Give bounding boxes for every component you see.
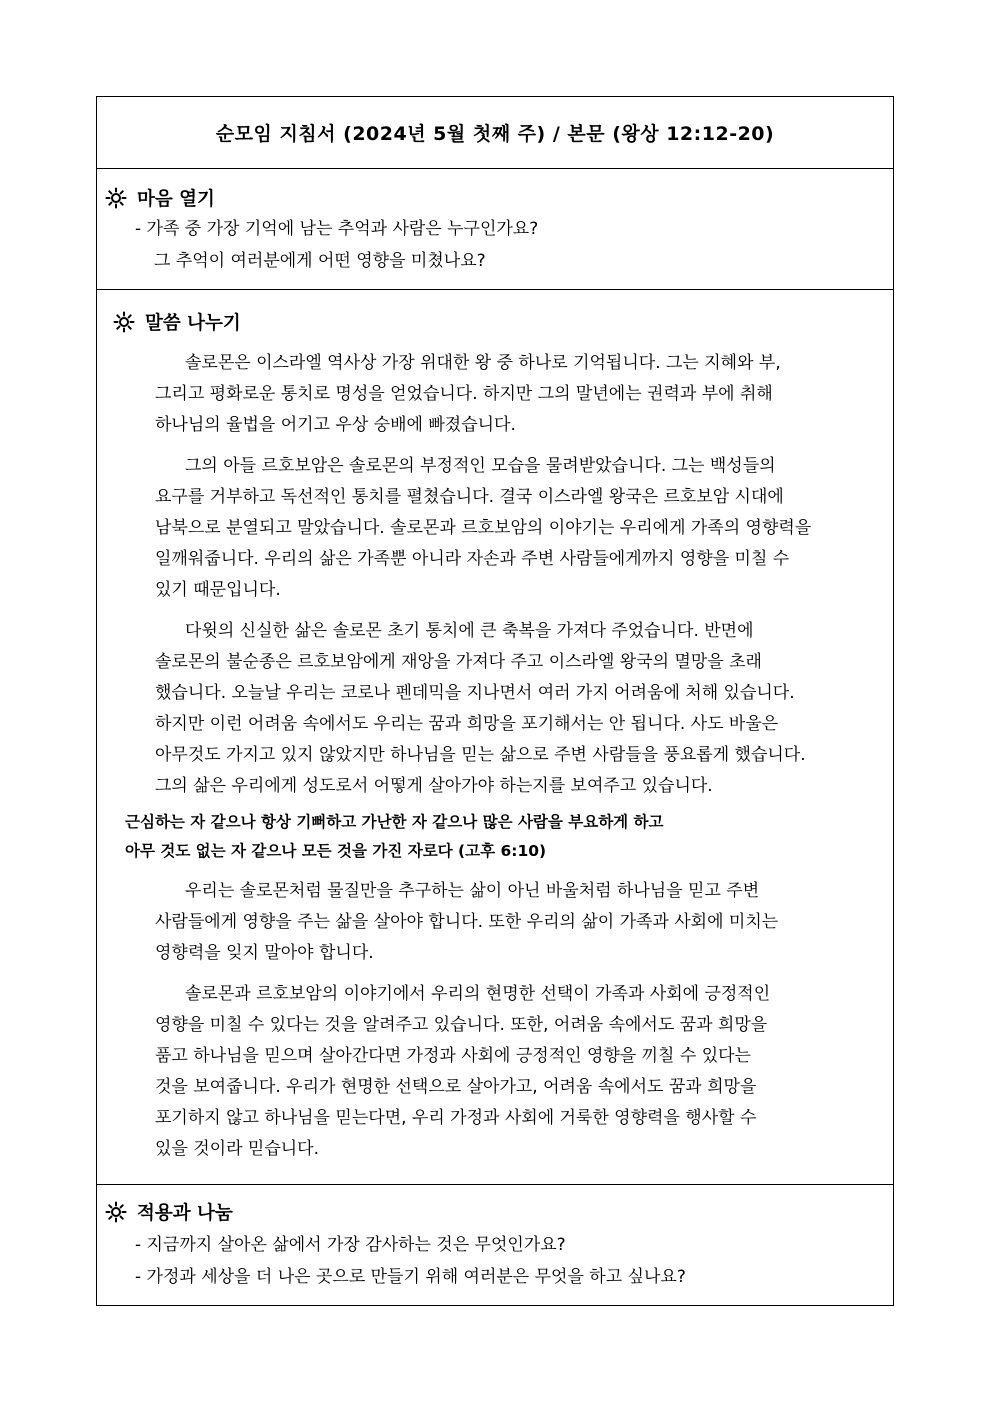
verse-line: 근심하는 자 같으나 항상 기뻐하고 가난한 자 같으나 많은 사람을 부요하게 하고 bbox=[125, 813, 664, 831]
para-line: 것을 보여줍니다. 우리가 현명한 선택으로 살아가고, 어려움 속에서도 꿈과 희망을 bbox=[155, 1077, 757, 1097]
question-item: - 지금까지 살아온 삶에서 가장 감사하는 것은 무엇인가요? bbox=[135, 1235, 566, 1255]
para-line: 영향력을 잊지 말아야 합니다. bbox=[155, 943, 374, 963]
para-line: 있기 때문입니다. bbox=[155, 580, 281, 600]
para-line: 다윗의 신실한 삶은 솔로몬 초기 통치에 큰 축복을 가져다 주었습니다. 반면에 bbox=[185, 621, 754, 641]
para-line: 영향을 미칠 수 있다는 것을 알려주고 있습니다. 또한, 어려움 속에서도 꿈과 희망을 bbox=[155, 1015, 768, 1035]
para-line: 솔로몬과 르호보암의 이야기에서 우리의 현명한 선택이 가족과 사회에 긍정적인 bbox=[185, 984, 771, 1004]
section-heading-apply bbox=[97, 1197, 893, 1227]
para-line: 했습니다. 오늘날 우리는 코로나 펜데믹을 지나면서 여러 가지 어려움에 처해 있습니다. bbox=[155, 683, 795, 703]
guide-frame bbox=[96, 96, 894, 1306]
para-line: 우리는 솔로몬처럼 물질만을 추구하는 삶이 아닌 바울처럼 하나님을 믿고 주변 bbox=[185, 881, 760, 901]
para-line: 그의 아들 르호보암은 솔로몬의 부정적인 모습을 물려받았습니다. 그는 백성들의 bbox=[185, 456, 776, 476]
para-line: 그의 삶은 우리에게 성도로서 어떻게 살아가야 하는지를 보여주고 있습니다. bbox=[155, 776, 713, 796]
paragraph-2 bbox=[125, 451, 877, 606]
sun-icon bbox=[105, 187, 127, 209]
para-line: 하나님의 율법을 어기고 우상 숭배에 빠졌습니다. bbox=[155, 415, 516, 435]
para-line: 일깨워줍니다. 우리의 삶은 가족뿐 아니라 자손과 주변 사람들에게까지 영향을 미칠 수 bbox=[155, 549, 790, 569]
paragraph-1 bbox=[125, 348, 877, 441]
section-opening bbox=[97, 169, 893, 290]
paragraph-5 bbox=[125, 979, 877, 1165]
section-heading-label: 말씀 나누기 bbox=[145, 313, 241, 334]
paragraph-3 bbox=[125, 616, 877, 802]
para-line: 포기하지 않고 하나님을 믿는다면, 우리 가정과 사회에 거룩한 영향력을 행사할 수 bbox=[155, 1108, 757, 1128]
para-line: 요구를 거부하고 독선적인 통치를 펼쳤습니다. 결국 이스라엘 왕국은 르호보암 시대에 bbox=[155, 487, 784, 507]
section-heading-label: 적용과 나눔 bbox=[137, 1203, 233, 1224]
question-item: - 가족 중 가장 기억에 남는 추억과 사람은 누구인가요? bbox=[135, 219, 539, 239]
para-line: 그리고 평화로운 통치로 명성을 얻었습니다. 하지만 그의 말년에는 권력과 부에 취해 bbox=[155, 384, 773, 404]
page-title: 순모임 지침서 (2024년 5월 첫째 주) / 본문 (왕상 12:12-20) bbox=[97, 97, 893, 169]
sun-icon bbox=[113, 311, 135, 333]
section-heading-label: 마음 열기 bbox=[137, 189, 215, 210]
para-line: 솔로몬은 이스라엘 역사상 가장 위대한 왕 중 하나로 기억됩니다. 그는 지혜와 부, bbox=[185, 353, 781, 373]
para-line: 하지만 이런 어려움 속에서도 우리는 꿈과 희망을 포기해서는 안 됩니다. 사도 바울은 bbox=[155, 714, 779, 734]
section-word bbox=[97, 290, 893, 1185]
para-line: 남북으로 분열되고 말았습니다. 솔로몬과 르호보암의 이야기는 우리에게 가족의 영향력을 bbox=[155, 518, 812, 538]
paragraph-4 bbox=[125, 876, 877, 969]
sun-icon bbox=[105, 1201, 127, 1223]
question-item: - 가정과 세상을 더 나은 곳으로 만들기 위해 여러분은 무엇을 하고 싶나요? bbox=[135, 1267, 686, 1287]
section-heading-word bbox=[105, 306, 877, 338]
para-line: 품고 하나님을 믿으며 살아간다면 가정과 사회에 긍정적인 영향을 끼칠 수 있다는 bbox=[155, 1046, 751, 1066]
section-heading-opening bbox=[97, 183, 893, 213]
para-line: 있을 것이라 믿습니다. bbox=[155, 1139, 320, 1159]
para-line: 솔로몬의 불순종은 르호보암에게 재앙을 가져다 주고 이스라엘 왕국의 멸망을 초래 bbox=[155, 652, 762, 672]
bible-verse bbox=[125, 808, 877, 866]
para-line: 아무것도 가지고 있지 않았지만 하나님을 믿는 삶으로 주변 사람들을 풍요롭게 했습니다. bbox=[155, 745, 806, 765]
question-item: 그 추억이 여러분에게 어떤 영향을 미쳤나요? bbox=[154, 251, 486, 271]
section-apply bbox=[97, 1185, 893, 1305]
para-line: 사람들에게 영향을 주는 삶을 살아야 합니다. 또한 우리의 삶이 가족과 사회에 미치는 bbox=[155, 912, 779, 932]
verse-line: 아무 것도 없는 자 같으나 모든 것을 가진 자로다 (고후 6:10) bbox=[125, 842, 547, 860]
